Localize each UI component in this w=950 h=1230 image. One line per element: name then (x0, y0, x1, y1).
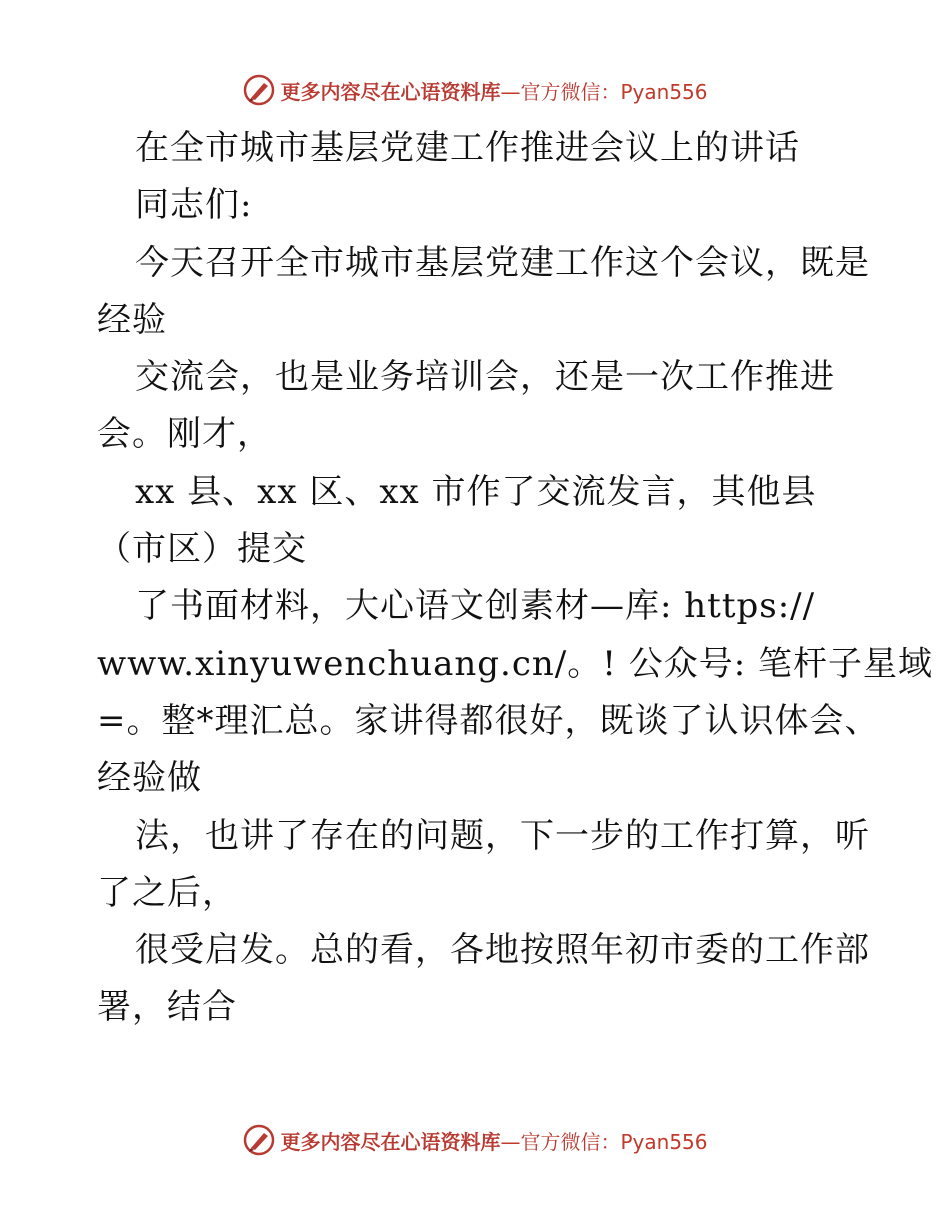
banner-text (280, 76, 707, 105)
paragraph-line: 法，也讲了存在的问题，下一步的工作打算，听 (135, 815, 870, 856)
salutation: 同志们: (135, 185, 253, 226)
document-body (97, 120, 933, 1037)
document-title: 在全市城市基层党建工作推进会议上的讲话 (135, 128, 800, 168)
paragraph-line: www.xinyuwenchuang.cn/。! 公众号: 笔杆子星域 (97, 643, 933, 684)
banner-brand: 更多内容尽在心语资料库 (280, 1129, 501, 1154)
banner-wechat-label: 官方微信： (520, 1129, 621, 1154)
paragraph-line: （市区）提交 (97, 529, 307, 570)
banner-wechat-id: Pyan556 (620, 1129, 708, 1154)
footer-banner (0, 1120, 950, 1160)
banner-brand: 更多内容尽在心语资料库 (280, 79, 501, 104)
paragraph-line: 经验 (97, 299, 167, 340)
header-banner (0, 70, 950, 110)
paragraph-line: 经验做 (97, 758, 202, 799)
banner-dash: — (500, 79, 521, 104)
banner-wechat-id: Pyan556 (620, 79, 708, 104)
paragraph-line: 了之后， (97, 872, 237, 913)
paragraph-line: xx 县、xx 区、xx 市作了交流发言，其他县 (135, 471, 817, 512)
paragraph-line: 会。刚才， (97, 414, 272, 455)
paragraph-line: 了书面材料，大心语文创素材—库: https:// (135, 586, 816, 627)
pen-logo-icon (242, 1123, 276, 1157)
banner-wechat-label: 官方微信： (520, 79, 621, 104)
paragraph-line: 今天召开全市城市基层党建工作这个会议，既是 (135, 242, 870, 283)
paragraph-line: 署，结合 (97, 987, 237, 1028)
paragraph-line: 交流会，也是业务培训会，还是一次工作推进 (135, 357, 835, 398)
paragraph-line: =。整*理汇总。家讲得都很好，既谈了认识体会、 (97, 700, 880, 741)
banner-text (280, 1126, 707, 1155)
paragraph-line: 很受启发。总的看，各地按照年初市委的工作部 (135, 930, 870, 971)
pen-logo-icon (242, 73, 276, 107)
banner-dash: — (500, 1129, 521, 1154)
